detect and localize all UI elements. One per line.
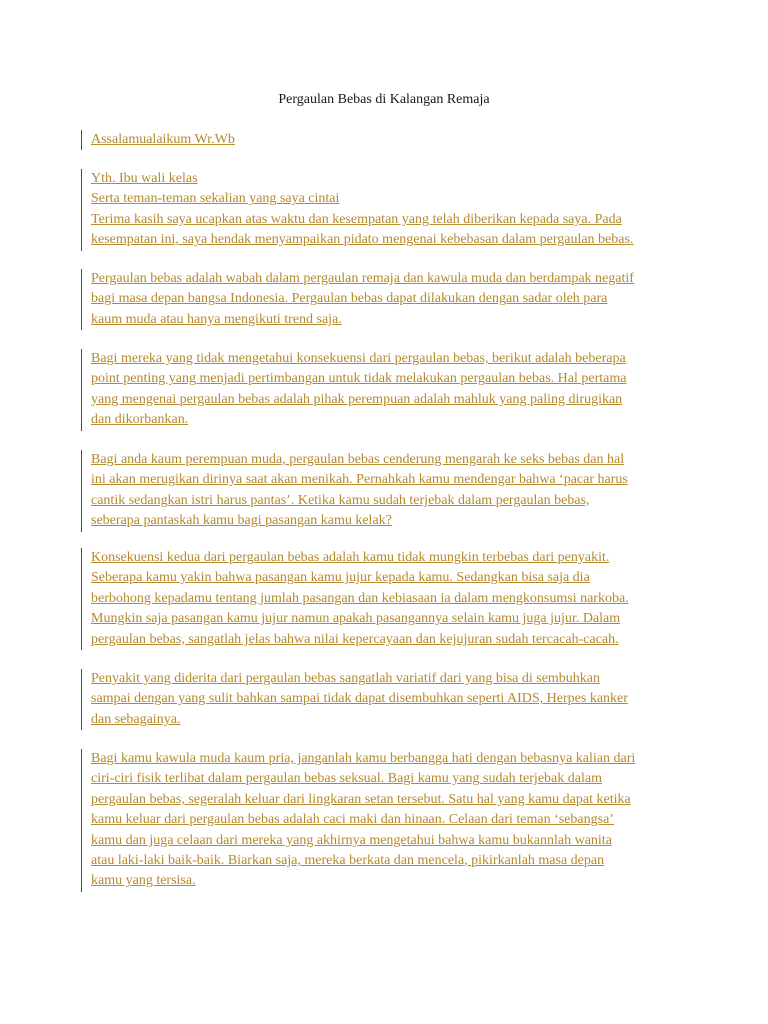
text-line: pergaulan bebas, segeralah keluar dari lingkaran setan tersebut. Satu hal yang kamu dapat ketika bbox=[91, 791, 631, 807]
text-line: atau laki-laki baik-baik. Biarkan saja, mereka berkata dan mencela, pikirkanlah masa depan bbox=[91, 853, 605, 869]
paragraph bbox=[81, 450, 691, 532]
text-line: yang mengenai pergaulan bebas adalah pihak perempuan adalah mahluk yang paling dirugikan bbox=[91, 391, 623, 407]
document-title: Pergaulan Bebas di Kalangan Remaja bbox=[278, 92, 490, 107]
paragraph bbox=[81, 749, 691, 892]
text-line: Assalamualaikum Wr.Wb bbox=[91, 132, 235, 147]
text-line: dan sebagainya. bbox=[91, 711, 181, 727]
text-line: seberapa pantaskah kamu bagi pasangan kamu kelak? bbox=[91, 513, 392, 529]
text-line: bagi masa depan bangsa Indonesia. Pergaulan bebas dapat dilakukan dengan sadar oleh para bbox=[91, 291, 608, 307]
paragraph bbox=[81, 130, 691, 150]
text-line: Mungkin saja pasangan kamu jujur namun apakah pasangannya selain kamu juga jujur. Dalam bbox=[91, 611, 621, 627]
text-line: kamu dan juga celaan dari mereka yang akhirnya mengetahui bahwa kamu bukannlah wanita bbox=[91, 832, 612, 848]
text-line: kesempatan ini, saya hendak menyampaikan pidato mengenai kebebasan dalam pergaulan bebas. bbox=[91, 232, 634, 248]
text-line: sampai dengan yang sulit bahkan sampai tidak dapat disembuhkan seperti AIDS, Herpes kanker bbox=[91, 691, 628, 707]
text-line: ini akan merugikan dirinya saat akan menikah. Pernahkah kamu mendengar bahwa ‘pacar harus bbox=[91, 472, 628, 488]
text-line: Pergaulan bebas adalah wabah dalam pergaulan remaja dan kawula muda dan berdampak negatif bbox=[91, 271, 634, 286]
paragraph bbox=[81, 669, 691, 730]
text-line: Yth. Ibu wali kelas bbox=[91, 171, 198, 186]
text-line: Bagi kamu kawula muda kaum pria, janganlah kamu berbangga hati dengan bebasnya kalian dari bbox=[91, 751, 636, 766]
text-line: kaum muda atau hanya mengikuti trend saja. bbox=[91, 311, 342, 327]
text-line: kamu keluar dari pergaulan bebas adalah caci maki dan hinaan. Celaan dari teman ‘sebangsa’ bbox=[91, 812, 614, 828]
paragraph bbox=[81, 349, 691, 431]
text-line: Terima kasih saya ucapkan atas waktu dan kesempatan yang telah diberikan kepada saya. Pada bbox=[91, 211, 622, 227]
text-line: pergaulan bebas, sangatlah jelas bahwa nilai kepercayaan dan kejujuran sudah tercacah-cacah. bbox=[91, 631, 619, 647]
text-line: cantik sedangkan istri harus pantas’. Ketika kamu sudah terjebak dalam pergaulan bebas, bbox=[91, 492, 590, 508]
paragraph bbox=[81, 169, 691, 251]
text-line: Penyakit yang diderita dari pergaulan bebas sangatlah variatif dari yang bisa di sembuhkan bbox=[91, 671, 601, 686]
paragraph bbox=[81, 269, 691, 330]
text-line: Seberapa kamu yakin bahwa pasangan kamu jujur kepada kamu. Sedangkan bisa saja dia bbox=[91, 570, 590, 586]
text-line: berbohong kepadamu tentang jumlah pasangan dan kebiasaan ia dalam mengkonsumsi narkoba. bbox=[91, 590, 629, 606]
text-line: dan dikorbankan. bbox=[91, 412, 189, 428]
text-line: Serta teman-teman sekalian yang saya cintai bbox=[91, 191, 340, 207]
text-line: kamu yang tersisa. bbox=[91, 873, 196, 889]
text-line: Bagi mereka yang tidak mengetahui konsekuensi dari pergaulan bebas, berikut adalah beberapa bbox=[91, 351, 626, 366]
text-line: ciri-ciri fisik terlibat dalam pergaulan bebas seksual. Bagi kamu yang sudah terjebak dalam bbox=[91, 771, 602, 787]
text-line: point penting yang menjadi pertimbangan untuk tidak melakukan pergaulan bebas. Hal pertama bbox=[91, 371, 627, 387]
text-line: Bagi anda kaum perempuan muda, pergaulan bebas cenderung mengarah ke seks bebas dan hal bbox=[91, 452, 625, 467]
paragraph bbox=[81, 548, 691, 650]
text-line: Konsekuensi kedua dari pergaulan bebas adalah kamu tidak mungkin terbebas dari penyakit. bbox=[91, 550, 610, 565]
